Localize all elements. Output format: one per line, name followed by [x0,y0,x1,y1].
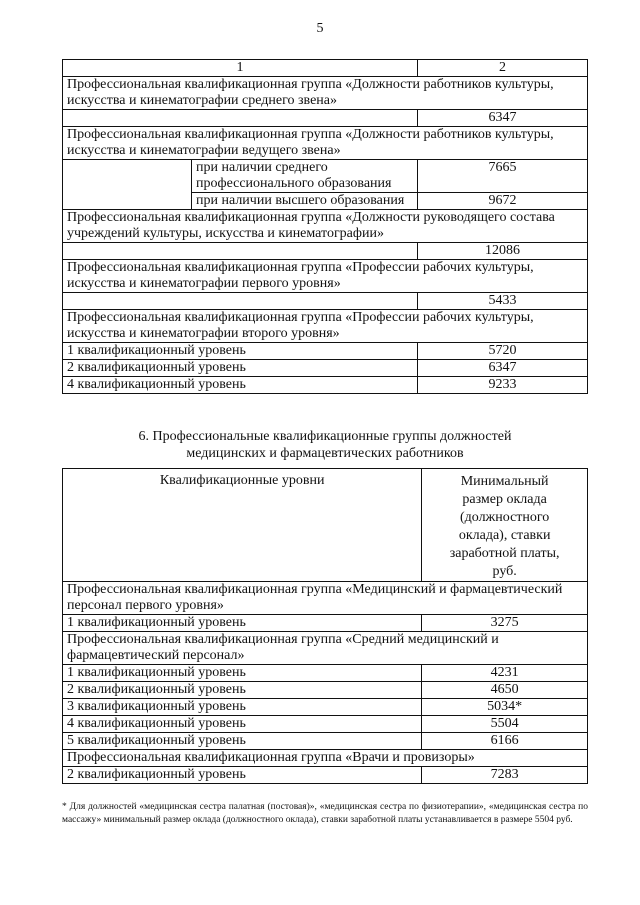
table-header-row [63,60,588,77]
salary-value: 4231 [422,665,588,682]
empty-cell [63,110,418,127]
salary-value: 7283 [422,767,588,784]
qualification-level: 2 квалификационный уровень [63,767,422,784]
group-title-row [63,632,588,665]
salary-value: 5720 [418,343,588,360]
column-header-salary [422,469,588,582]
group-title-row [63,127,588,160]
education-condition: при наличии среднего профессионального образования [192,160,418,193]
culture-salary-table [62,59,588,394]
qualification-level: 2 квалификационный уровень [63,360,418,377]
column-header-1: 1 [63,60,418,77]
salary-value: 9233 [418,377,588,394]
group-title-row [63,310,588,343]
header-line: руб. [492,564,517,579]
table-header-row [63,469,588,582]
qualification-level: 1 квалификационный уровень [63,343,418,360]
header-line: (должностного [459,510,550,525]
salary-value: 5034* [422,699,588,716]
table-row [63,377,588,394]
section-title [62,428,588,462]
empty-cell [63,293,418,310]
table-row [63,682,588,699]
salary-value: 5433 [418,293,588,310]
qualification-level: 1 квалификационный уровень [63,615,422,632]
group-title: Профессиональная квалификационная группа «Средний медицинский и фармацевтический персонал» [63,632,588,665]
table-row [63,293,588,310]
group-title: Профессиональная квалификационная группа «Профессии рабочих культуры, искусства и кинематографии второго уровня» [63,310,588,343]
salary-value: 6347 [418,110,588,127]
table-row [63,343,588,360]
table-row [63,665,588,682]
footnote: * Для должностей «медицинская сестра палатная (постовая)», «медицинская сестра по физиотерапии», «медицинская сестра по массажу» минимальный размер оклада (должностного оклада), ставки заработной платы устанавливается в размере 5504 руб. [62,802,588,825]
salary-value: 3275 [422,615,588,632]
salary-value: 12086 [418,243,588,260]
column-header-2: 2 [418,60,588,77]
empty-cell [63,160,192,210]
group-title-row [63,582,588,615]
group-title-row [63,260,588,293]
column-header-levels: Квалификационные уровни [63,469,422,582]
group-title: Профессиональная квалификационная группа «Медицинский и фармацевтический персонал первого уровня» [63,582,588,615]
header-line: заработной платы, [449,546,560,561]
qualification-level: 1 квалификационный уровень [63,665,422,682]
header-line: оклада), ставки [458,528,551,543]
group-title-row [63,77,588,110]
header-line: Минимальный [460,474,549,489]
salary-value: 7665 [418,160,588,193]
medical-salary-table [62,468,588,784]
group-title: Профессиональная квалификационная группа «Врачи и провизоры» [63,750,588,767]
empty-cell [63,243,418,260]
qualification-level: 3 квалификационный уровень [63,699,422,716]
salary-value: 9672 [418,193,588,210]
table-row [63,160,588,193]
table-row [63,733,588,750]
header-line: размер оклада [462,492,547,507]
page-number: 5 [316,21,324,36]
group-title-row [63,210,588,243]
table-row [63,110,588,127]
table-row [63,360,588,377]
education-condition: при наличии высшего образования [192,193,418,210]
group-title: Профессиональная квалификационная группа «Должности работников культуры, искусства и кинематографии среднего звена» [63,77,588,110]
group-title: Профессиональная квалификационная группа «Должности работников культуры, искусства и кинематографии ведущего звена» [63,127,588,160]
salary-value: 6166 [422,733,588,750]
table-row [63,615,588,632]
section-title-line: медицинских и фармацевтических работников [186,446,464,461]
qualification-level: 2 квалификационный уровень [63,682,422,699]
table-row [63,767,588,784]
section-title-line: 6. Профессиональные квалификационные группы должностей [138,429,512,444]
qualification-level: 4 квалификационный уровень [63,716,422,733]
table-row [63,699,588,716]
salary-value: 5504 [422,716,588,733]
salary-value: 4650 [422,682,588,699]
group-title: Профессиональная квалификационная группа «Профессии рабочих культуры, искусства и кинематографии первого уровня» [63,260,588,293]
group-title-row [63,750,588,767]
salary-value: 6347 [418,360,588,377]
table-row [63,243,588,260]
table-row [63,716,588,733]
group-title: Профессиональная квалификационная группа «Должности руководящего состава учреждений культуры, искусства и кинематографии» [63,210,588,243]
qualification-level: 5 квалификационный уровень [63,733,422,750]
qualification-level: 4 квалификационный уровень [63,377,418,394]
